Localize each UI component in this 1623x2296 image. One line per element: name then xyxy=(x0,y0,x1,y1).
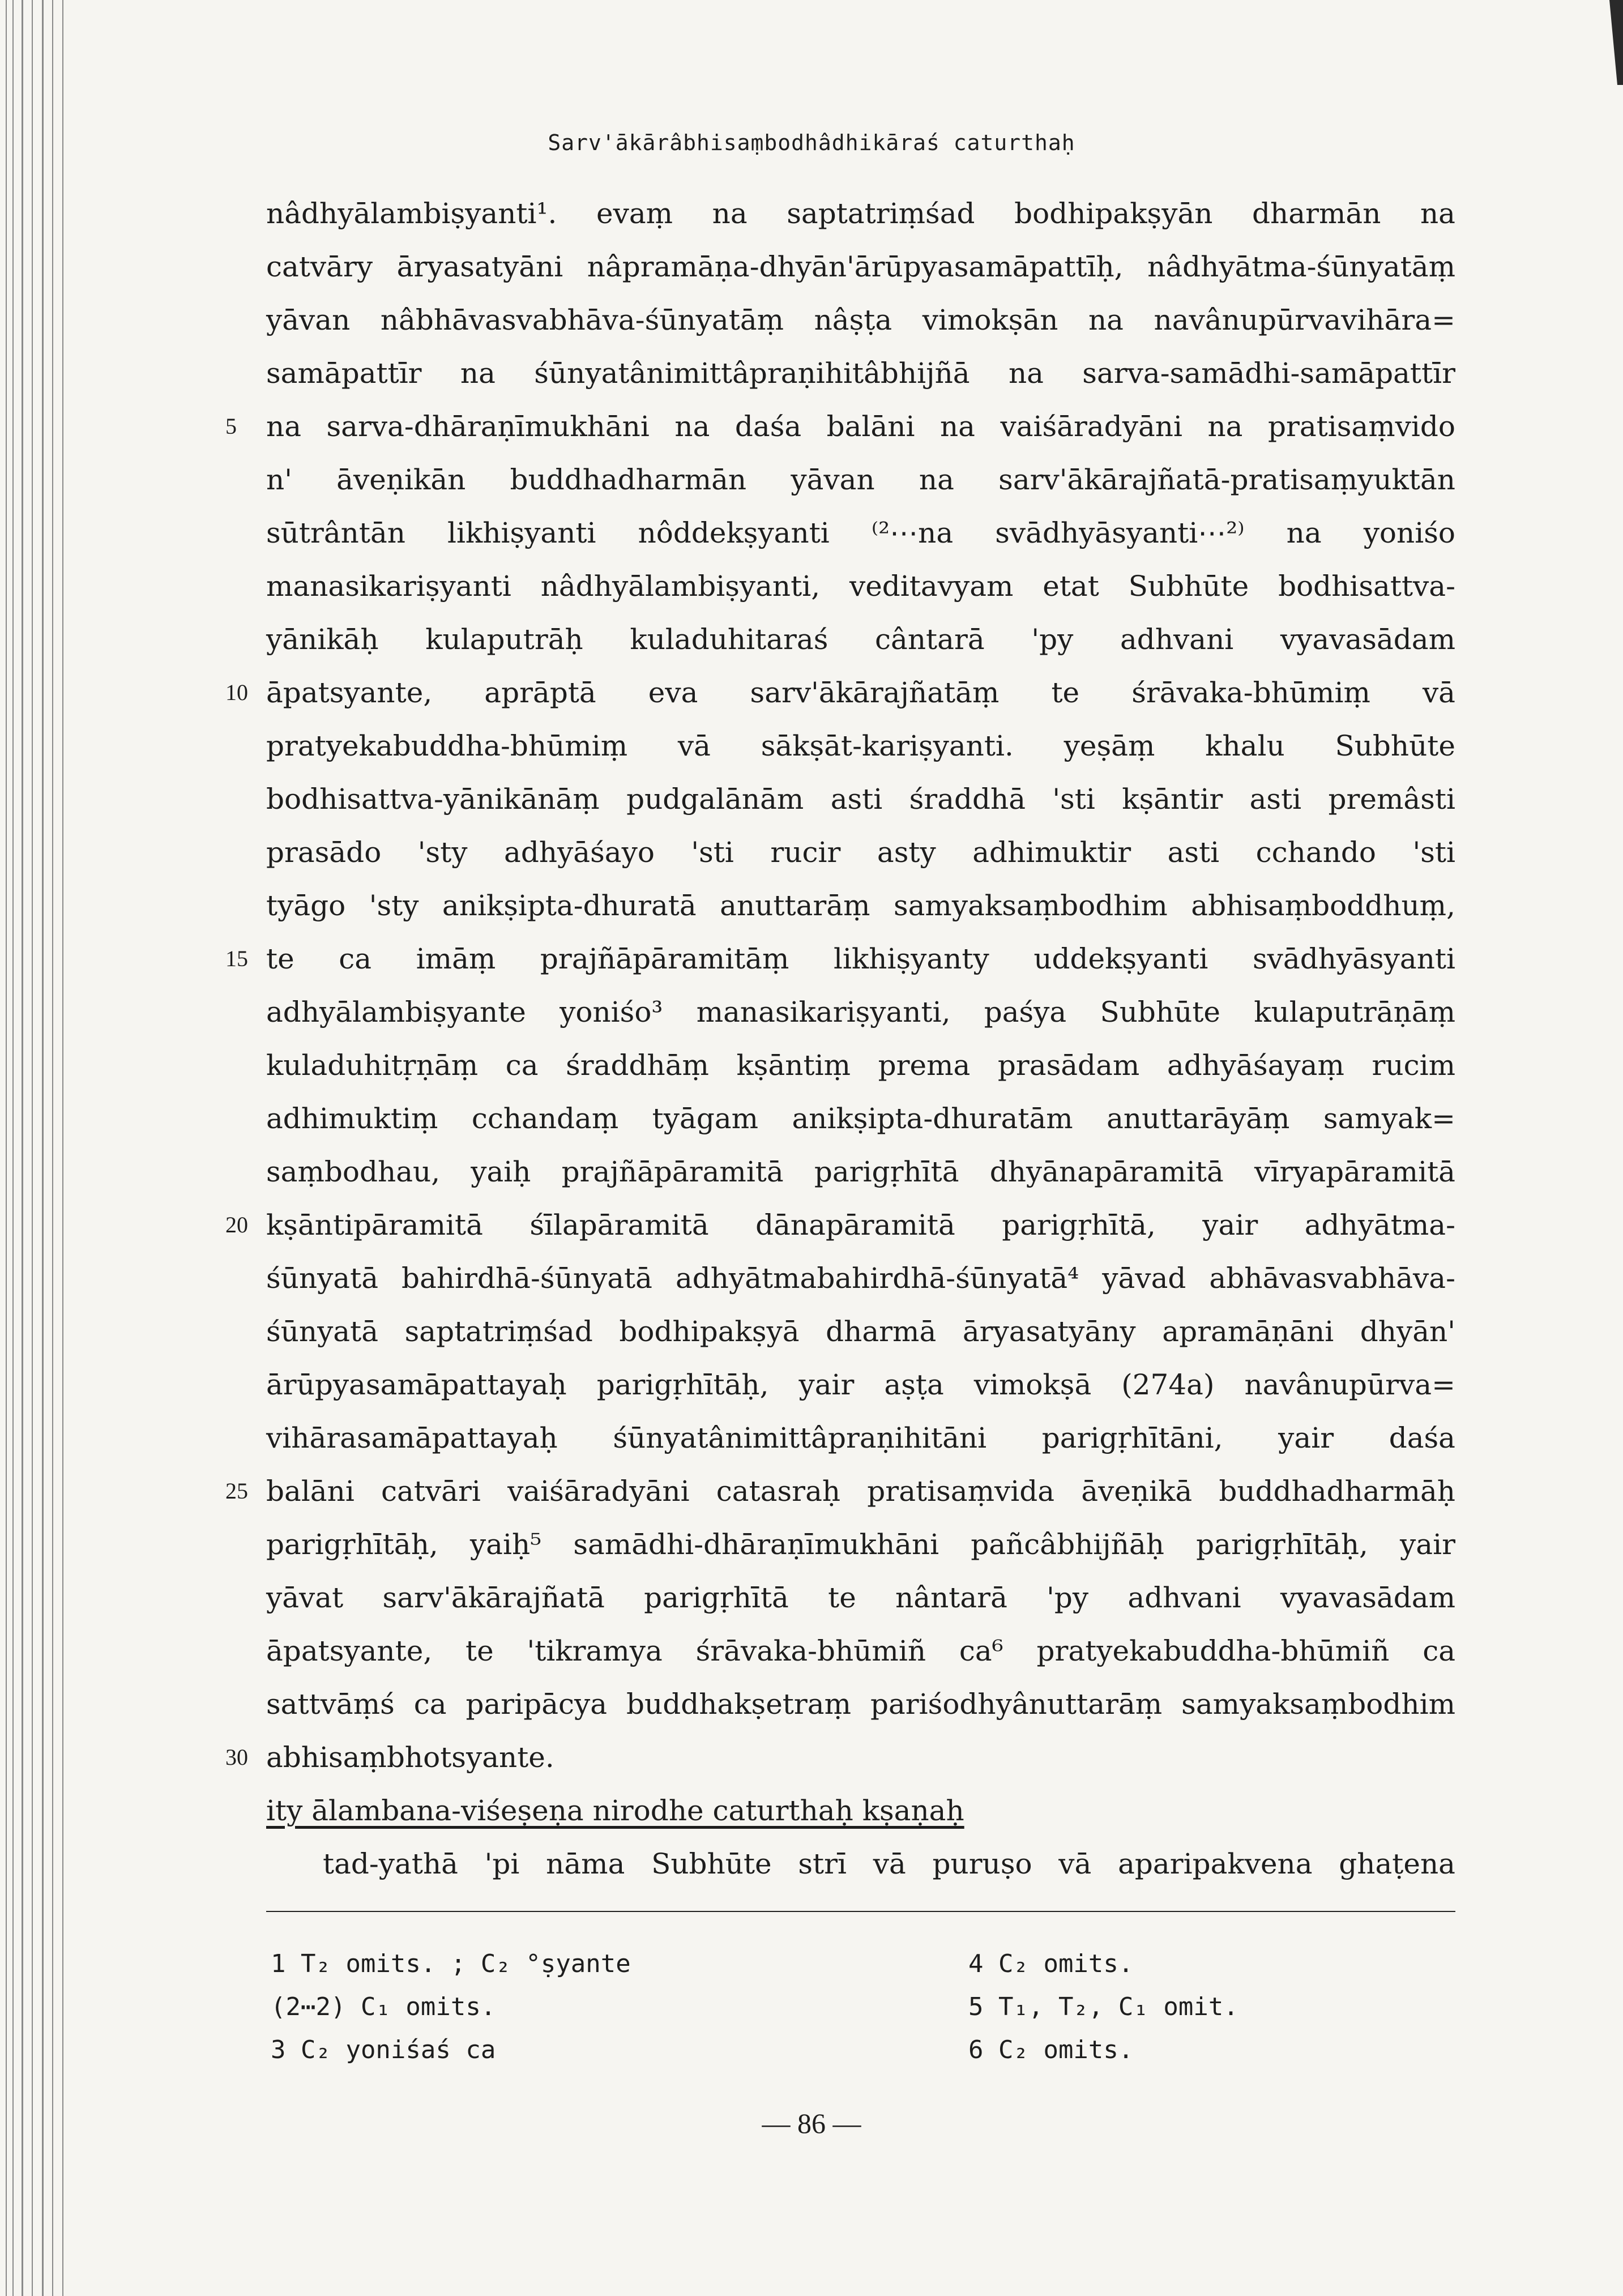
page-corner-mark xyxy=(1604,0,1623,85)
footnote: (2⋯2) C₁ omits. xyxy=(271,1992,496,2021)
text-line: tad-yathā 'pi nāma Subhūte strī vā puruṣo vā aparipakvena ghaṭena xyxy=(323,1847,1455,1880)
text-line: adhimuktiṃ cchandaṃ tyāgam anikṣipta-dhuratām anuttarāyāṃ samyak= xyxy=(266,1102,1455,1135)
text-line: ārūpyasamāpattayaḥ parigṛhītāḥ, yair aṣṭa vimokṣā (274a) navânupūrva= xyxy=(266,1368,1455,1401)
text-line: yāvat sarv'ākārajñatā parigṛhītā te nântarā 'py adhvani vyavasādam xyxy=(266,1581,1455,1614)
text-line: saṃbodhau, yaiḥ prajñāpāramitā parigṛhītā dhyānapāramitā vīryapāramitā xyxy=(266,1155,1455,1188)
footnote-rule xyxy=(266,1911,1455,1912)
footnote: 3 C₂ yoniśaś ca xyxy=(271,2035,496,2064)
binding-edge xyxy=(0,0,68,2296)
text-line: āpatsyante, te 'tikramya śrāvaka-bhūmiñ ca⁶ pratyekabuddha-bhūmiñ ca xyxy=(266,1634,1455,1667)
text-line: pratyekabuddha-bhūmiṃ vā sākṣāt-kariṣyanti. yeṣāṃ khalu Subhūte xyxy=(266,729,1455,762)
text-line: catvāry āryasatyāni nâpramāṇa-dhyān'ārūpyasamāpattīḥ, nâdhyātma-śūnyatāṃ xyxy=(266,250,1455,283)
text-line: kṣāntipāramitā śīlapāramitā dānapāramitā parigṛhītā, yair adhyātma- xyxy=(266,1209,1455,1241)
line-number: 10 xyxy=(225,680,248,705)
text-line: tyāgo 'sty anikṣipta-dhuratā anuttarāṃ samyaksaṃbodhim abhisaṃboddhuṃ, xyxy=(266,889,1455,922)
text-line: prasādo 'sty adhyāśayo 'sti rucir asty adhimuktir asti cchando 'sti xyxy=(266,836,1455,869)
page-number: — 86 — xyxy=(762,2107,861,2139)
footnotes-right-column xyxy=(968,1943,1238,2072)
text-line: vihārasamāpattayaḥ śūnyatânimittâpraṇihitāni parigṛhītāni, yair daśa xyxy=(266,1422,1455,1454)
text-line: sūtrântān likhiṣyanti nôddekṣyanti ⁽²⋯na svādhyāsyanti⋯²⁾ na yoniśo xyxy=(266,517,1455,549)
text-line: abhisaṃbhotsyante. xyxy=(266,1741,554,1774)
line-number: 25 xyxy=(225,1478,248,1504)
footnote: 6 C₂ omits. xyxy=(968,2035,1134,2064)
line-number: 30 xyxy=(225,1744,248,1770)
main-text-block xyxy=(266,187,1455,1890)
text-line: kuladuhitṛṇāṃ ca śraddhāṃ kṣāntiṃ prema prasādam adhyāśayaṃ rucim xyxy=(266,1049,1455,1082)
text-line: āpatsyante, aprāptā eva sarv'ākārajñatāṃ te śrāvaka-bhūmiṃ vā xyxy=(266,676,1455,709)
line-number: 20 xyxy=(225,1212,248,1237)
text-line: bodhisattva-yānikānāṃ pudgalānām asti śraddhā 'sti kṣāntir asti premâsti xyxy=(266,783,1455,816)
footnote: 4 C₂ omits. xyxy=(968,1949,1134,1978)
text-line: manasikariṣyanti nâdhyālambiṣyanti, veditavyam etat Subhūte bodhisattva- xyxy=(266,570,1455,603)
section-subheading: ity ālambana-viśeṣeṇa nirodhe caturthaḥ kṣaṇaḥ xyxy=(266,1794,964,1827)
line-number: 5 xyxy=(225,413,237,439)
footnote: 1 T₂ omits. ; C₂ °ṣyante xyxy=(271,1949,631,1978)
text-line: yāvan nâbhāvasvabhāva-śūnyatāṃ nâṣṭa vimokṣān na navânupūrvavihāra= xyxy=(266,304,1455,336)
text-line: śūnyatā bahirdhā-śūnyatā adhyātmabahirdhā-śūnyatā⁴ yāvad abhāvasvabhāva- xyxy=(266,1262,1455,1295)
text-line: nâdhyālambiṣyanti¹. evaṃ na saptatriṃśad bodhipakṣyān dharmān na xyxy=(266,197,1455,230)
text-line: adhyālambiṣyante yoniśo³ manasikariṣyanti, paśya Subhūte kulaputrāṇāṃ xyxy=(266,996,1455,1028)
text-line: yānikāḥ kulaputrāḥ kuladuhitaraś cântarā 'py adhvani vyavasādam xyxy=(266,623,1455,656)
text-line: samāpattīr na śūnyatânimittâpraṇihitâbhijñā na sarva-samādhi-samāpattīr xyxy=(266,357,1455,390)
footnotes-left-column xyxy=(271,1943,631,2072)
text-line: n' āveṇikān buddhadharmān yāvan na sarv'ākārajñatā-pratisaṃyuktān xyxy=(266,463,1455,496)
text-line: te ca imāṃ prajñāpāramitāṃ likhiṣyanty uddekṣyanti svādhyāsyanti xyxy=(266,942,1455,975)
footnote: 5 T₁, T₂, C₁ omit. xyxy=(968,1992,1238,2021)
line-number: 15 xyxy=(225,946,248,971)
text-line: sattvāṃś ca paripācya buddhakṣetraṃ pariśodhyânuttarāṃ samyaksaṃbodhim xyxy=(266,1688,1455,1721)
running-header: Sarv'ākārâbhisaṃbodhâdhikāraś caturthaḥ xyxy=(548,130,1075,155)
text-line: śūnyatā saptatriṃśad bodhipakṣyā dharmā āryasatyāny apramāṇāni dhyān' xyxy=(266,1315,1455,1348)
text-line: balāni catvāri vaiśāradyāni catasraḥ pratisaṃvida āveṇikā buddhadharmāḥ xyxy=(266,1475,1455,1508)
text-line: parigṛhītāḥ, yaiḥ⁵ samādhi-dhāraṇīmukhāni pañcâbhijñāḥ parigṛhītāḥ, yair xyxy=(266,1528,1455,1561)
text-line: na sarva-dhāraṇīmukhāni na daśa balāni na vaiśāradyāni na pratisaṃvido xyxy=(266,410,1455,443)
